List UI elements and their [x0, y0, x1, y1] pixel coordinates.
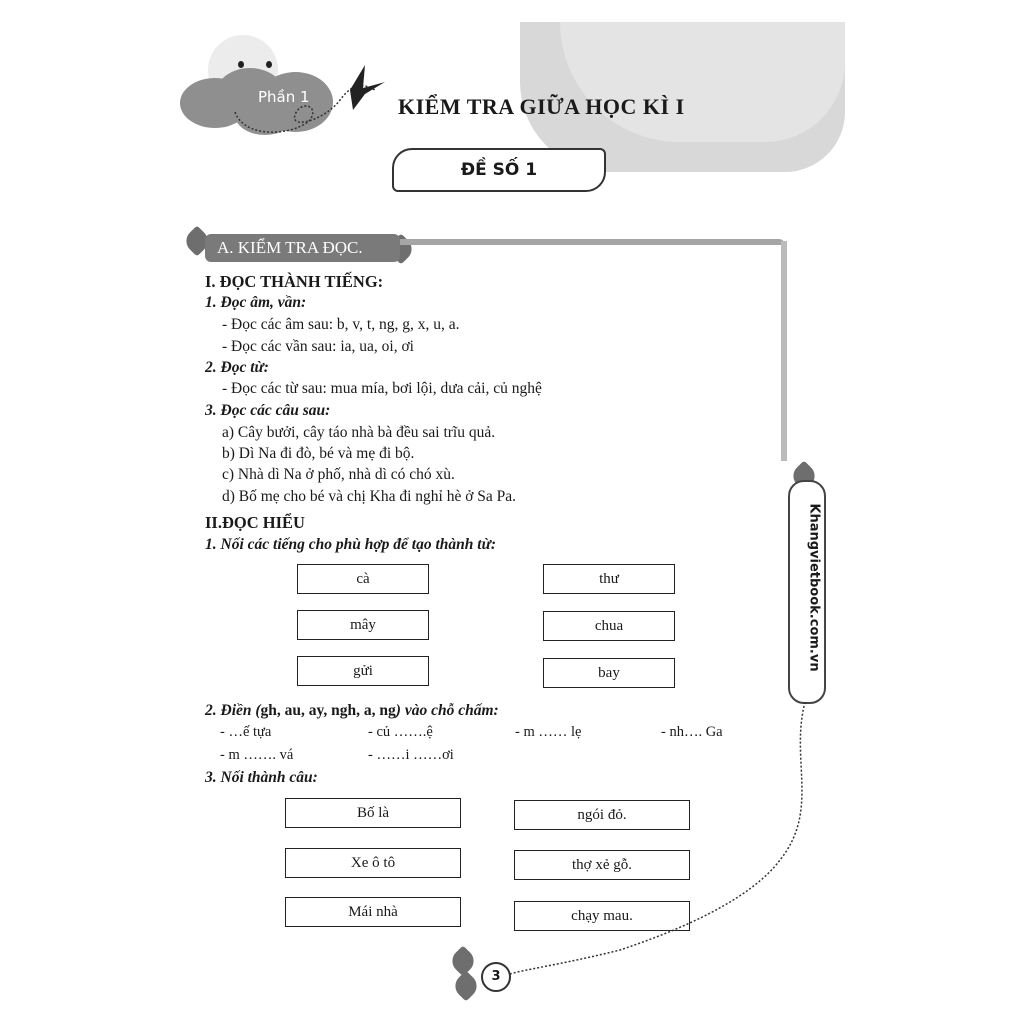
question-label: 3. Nối thành câu: [205, 769, 318, 786]
question-label-part: 2. Điền ( [205, 702, 261, 719]
word-box: chua [543, 611, 675, 641]
phrase-box: Mái nhà [285, 897, 461, 927]
word-box: cà [297, 564, 429, 594]
page-number: 3 [481, 962, 511, 992]
leaf-icon [450, 970, 481, 1001]
section-divider [400, 239, 785, 245]
dotted-path-decoration [225, 60, 405, 140]
question-label: 1. Nối các tiếng cho phù hợp để tạo thành từ: [205, 536, 497, 553]
fill-item: - nh…. Ga [661, 724, 723, 740]
question-label-part: ) vào chỗ chấm: [395, 702, 499, 719]
dotted-string-decoration [480, 700, 820, 990]
text-line: - Đọc các âm sau: b, v, t, ng, g, x, u, a. [222, 316, 460, 333]
text-line: c) Nhà dì Na ở phố, nhà dì có chó xù. [222, 466, 455, 483]
part-label: Phần 1 [258, 88, 310, 106]
bird-icon [350, 65, 385, 110]
fill-item: - ……i ……ơi [368, 747, 454, 763]
section-heading: A. KIỂM TRA ĐỌC. [205, 234, 400, 262]
fill-item: - m …… lẹ [515, 724, 582, 740]
phrase-box: ngói đỏ. [514, 800, 690, 830]
phrase-box: chạy mau. [514, 901, 690, 931]
question-label: 3. Đọc các câu sau: [205, 402, 331, 419]
question-label: 1. Đọc âm, vần: [205, 294, 307, 311]
question-label [205, 702, 499, 720]
exam-number-banner: ĐỀ SỐ 1 [392, 148, 606, 192]
word-box: thư [543, 564, 675, 594]
fill-item: - m ……. vá [220, 747, 294, 763]
text-line: - Đọc các từ sau: mua mía, bơi lội, dưa cải, củ nghệ [222, 380, 542, 397]
website-label: Khangvietbook.com.vn [806, 503, 822, 672]
phrase-box: Xe ô tô [285, 848, 461, 878]
question-label: 2. Đọc từ: [205, 359, 269, 376]
phrase-box: Bố là [285, 798, 461, 828]
page-title: KIỂM TRA GIỮA HỌC KÌ I [398, 94, 685, 119]
phrase-box: thợ xẻ gỗ. [514, 850, 690, 880]
part-heading: II.ĐỌC HIỂU [205, 513, 305, 532]
text-line: d) Bố mẹ cho bé và chị Kha đi nghỉ hè ở Sa Pa. [222, 488, 517, 505]
text-line: a) Cây bưởi, cây táo nhà bà đều sai trĩu quả. [222, 424, 496, 441]
word-box: bay [543, 658, 675, 688]
part-heading: I. ĐỌC THÀNH TIẾNG: [205, 272, 384, 291]
word-box: mây [297, 610, 429, 640]
fill-item: - củ …….ệ [368, 724, 433, 740]
text-line: b) Dì Na đi đò, bé và mẹ đi bộ. [222, 445, 415, 462]
word-box: gửi [297, 656, 429, 686]
fill-item: - …ế tựa [220, 724, 272, 740]
question-options: gh, au, ay, ngh, a, ng [260, 702, 396, 719]
text-line: - Đọc các vần sau: ia, ua, oi, ơi [222, 338, 414, 355]
section-divider [781, 241, 787, 461]
